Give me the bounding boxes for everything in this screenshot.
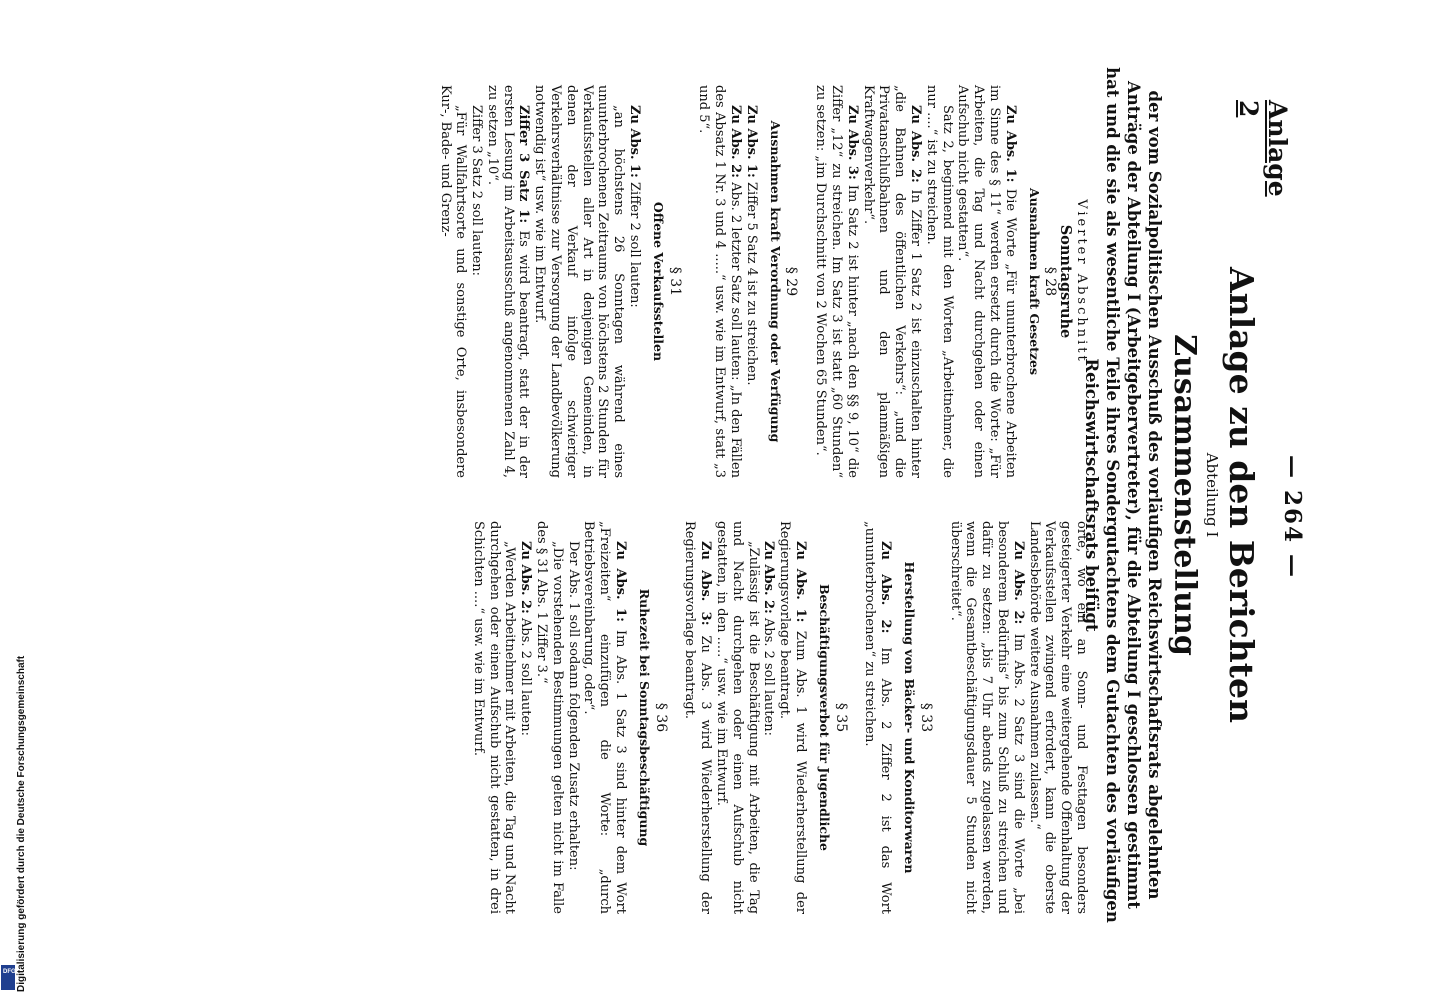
p36-abs2-quote: „Werden Arbeitnehmer mit Arbeiten, die Tag und Nacht durchgehen oder einen Aufschub nicht gestatten, in drei Schichten ....“ usw. wie im Entwurf. (470, 521, 518, 914)
p36-abs1 (581, 521, 628, 914)
title-department: Abteilung I (1203, 452, 1221, 538)
title-zusammenstellung: Zusammenstellung (1167, 334, 1202, 656)
p28-abs2-label: Zu Abs. 2: (908, 105, 924, 183)
p28-abs2 (860, 85, 923, 478)
paragraph-29-number: § 29 (783, 266, 800, 297)
paragraph-33-title: Herstellung von Bäcker- und Konditorwaren (902, 561, 918, 874)
p28-abs2-text: In Ziffer 1 Satz 2 ist einzuschalten hinter „die Bahnen des öffentlichen Verkehrs“: „und die Privatanschlußbahnen und den planmäßigen Kraftwagenverkehr“. (860, 85, 924, 478)
p36-abs1-label: Zu Abs. 1: (613, 541, 629, 622)
p35-abs1-text: Zum Abs. 1 wird Wiederherstellung der Regierungsvorlage beantragt. (777, 521, 809, 914)
p28-abs1-label: Zu Abs. 1: (1002, 105, 1018, 183)
p29-abs1 (743, 85, 759, 478)
p35-abs3 (682, 521, 714, 914)
p36-abs2-label: Zu Abs. 2: (518, 541, 534, 614)
p31-abs2-text: Im Abs. 2 Satz 3 sind die Worte „bei besonderem Bedürfnis“ bis zum Schluß zu streichen und dafür zu setzen: „bis 7 Uhr abends zugelassen werden, wenn die Gesamtbeschäftigungsdauer 5 Stunden nicht überschreitet“. (947, 521, 1026, 914)
p35-abs1-label: Zu Abs. 1: (793, 541, 809, 623)
paragraph-33-number: § 33 (917, 702, 934, 733)
anlage-label: Anlage 2 (1234, 100, 1292, 197)
paragraph-28-number: § 28 (1042, 266, 1059, 297)
section-label: Vierter Abschnitt (1074, 199, 1089, 364)
p33-abs2 (862, 521, 894, 914)
p28-abs1-text: Die Worte „Für ununterbrochene Arbeiten im Sinne des § 11“ werden ersetzt durch die Worte: „Für Arbeiten, die Tag und Nacht durchgehen oder einen Aufschub nicht gestatten“. (955, 85, 1018, 479)
right-column (470, 521, 1089, 914)
p29-abs1-text: Ziffer 5 Satz 4 ist zu streichen. (743, 182, 759, 386)
left-column (437, 85, 1089, 478)
title-line-2: Anträge der Abteilung I (Arbeitgebervertreter), für die Abteilung I geschlossen gestimmt (1124, 81, 1143, 909)
p31-z3s2: Ziffer 3 Satz 2 soll lauten: (469, 105, 485, 277)
dfg-logo-icon (1, 965, 15, 990)
p35-abs3-text: Zu Abs. 3 wird Wiederherstellung der Regierungsvorlage beantragt. (682, 521, 714, 914)
title-block (1081, 60, 1261, 930)
p35-abs2-label: Zu Abs. 2: (761, 541, 777, 614)
p35-abs1 (776, 521, 808, 914)
p35-abs3-label: Zu Abs. 3: (698, 541, 714, 626)
p36-abs1-cont: Der Abs. 1 soll sodann folgenden Zusatz erhalten: (565, 541, 581, 871)
p36-abs2-text: Abs. 2 soll lauten: (518, 618, 534, 736)
p33-abs2-text: Im Abs. 2 Ziffer 2 ist das Wort „ununterbrochenen“ zu streichen. (862, 521, 894, 915)
p31-z3-label: Ziffer 3 Satz 1: (516, 105, 532, 224)
title-line-4: Reichswirtschaftsrats beifügt (1082, 358, 1101, 632)
p31-abs1 (626, 85, 642, 478)
paragraph-36-number: § 36 (652, 702, 669, 733)
digitization-credit (0, 0, 27, 1000)
p31-continuation: orte, wo ein an Sonn- und Festtagen besonders gesteigerter Verkehr eine weitergehende Offenhaltung der Verkaufsstellen zwingend erfordert, kann die oberste Landesbehörde weitere Ausnahmen zulassen.“ (1026, 521, 1089, 914)
p29-abs2 (696, 85, 743, 478)
p28-abs3 (812, 85, 859, 478)
title-line-3: hat und die sie als wesentliche Teile ihres Sondergutachtens dem Gutachten des vorläufigen (1103, 67, 1122, 923)
paragraph-35-title: Beschäftigungsverbot für Jugendliche (816, 583, 832, 852)
paragraph-31-number: § 31 (666, 266, 683, 297)
p35-abs2 (761, 521, 777, 914)
p31-abs1-text: Ziffer 2 soll lauten: (627, 182, 643, 308)
p31-z3s2-quote: „Für Wallfahrtsorte und sonstige Orte, insbesondere Kur-, Bade- und Grenz- (437, 85, 469, 478)
p28-satz2: Satz 2, beginnend mit den Worten „Arbeitnehmer, die nur ....“ ist zu streichen. (923, 85, 955, 478)
p31-z3 (484, 85, 531, 478)
section-heading: Sonntagsruhe (1057, 224, 1075, 339)
p31-z3-text: Es wird beantragt, statt der in der ersten Lesung im Arbeitsausschuß angenommenen Zahl 4, zu setzen „10“. (484, 85, 532, 478)
p36-abs1-quote: „Die vorstehenden Bestimmungen gelten nicht im Falle des § 31 Abs. 1 Ziffer 3.“ (534, 521, 565, 914)
p36-abs2 (518, 521, 534, 914)
p28-abs3-label: Zu Abs. 3: (844, 105, 860, 180)
p29-abs2-text: Abs. 2 letzter Satz soll lauten: „In den Fällen des Absatz 1 Nr. 3 und 4 .....“ usw. wie im Entwurf, statt „3 und 5“. (696, 85, 744, 479)
title-main: Anlage zu den Berichten (1222, 267, 1261, 723)
p28-abs3-text: Im Satz 2 ist hinter „nach den §§ 9, 10“ die Ziffer „12“ zu streichen. Im Satz 3 ist statt „60 Stunden“ zu setzen: „im Durchschnitt von 2 Wochen 65 Stunden“. (813, 85, 860, 478)
paragraph-29-title: Ausnahmen kraft Verordnung oder Verfügung (767, 120, 783, 443)
paragraph-31-title: Offene Verkaufsstellen (650, 201, 666, 362)
p29-abs2-label: Zu Abs. 2: (728, 105, 744, 178)
title-line-1: der vom Sozialpolitischen Ausschuß des vorläufigen Reichswirtschaftsrats abgelehnten (1145, 90, 1164, 900)
p31-abs1-quote: „an höchstens 26 Sonntagen während eines ununterbrochenen Zeitraums von höchstens 2 Stunden für Verkaufsstellen aller Art in denjenigen Gemeinden, in denen der Verkauf infolge schwieriger Verkehrsverhältnisse zur Versorgung der Landbevölkerung notwendig ist“ usw. wie im Entwurf. (532, 85, 627, 478)
dfg-logo-text: DFG (3, 969, 16, 975)
p31-abs1-label: Zu Abs. 1: (627, 105, 643, 178)
p33-abs2-label: Zu Abs. 2: (878, 541, 894, 634)
p31-abs2-label: Zu Abs. 2: (1010, 541, 1026, 625)
p28-abs1 (955, 85, 1018, 478)
page-number: — 264 — (1279, 455, 1306, 580)
p29-abs1-label: Zu Abs. 1: (743, 105, 759, 178)
p31-abs2 (947, 521, 1026, 914)
paragraph-35-number: § 35 (832, 702, 849, 733)
p35-abs2-text: Abs. 2 soll lauten: (761, 618, 777, 736)
p36-abs1-text: Im Abs. 1 Satz 3 sind hinter dem Wort „Freizeiten“ einzufügen die Worte: „durch Betriebsvereinbarung, oder“. (581, 521, 629, 915)
credit-text: Digitalisierung gefördert durch die Deutsche Forschungsgemeinschaft (16, 655, 27, 992)
paragraph-36-title: Ruhezeit bei Sonntagsbeschäftigung (636, 588, 652, 847)
paragraph-28-title: Ausnahmen kraft Gesetzes (1026, 187, 1042, 376)
p35-abs2-quote: „Zulässig ist die Beschäftigung mit Arbeiten, die Tag und Nacht durchgehen oder einen Aufschub nicht gestatten, in den .....“ usw. wie im Entwurf. (714, 521, 761, 914)
